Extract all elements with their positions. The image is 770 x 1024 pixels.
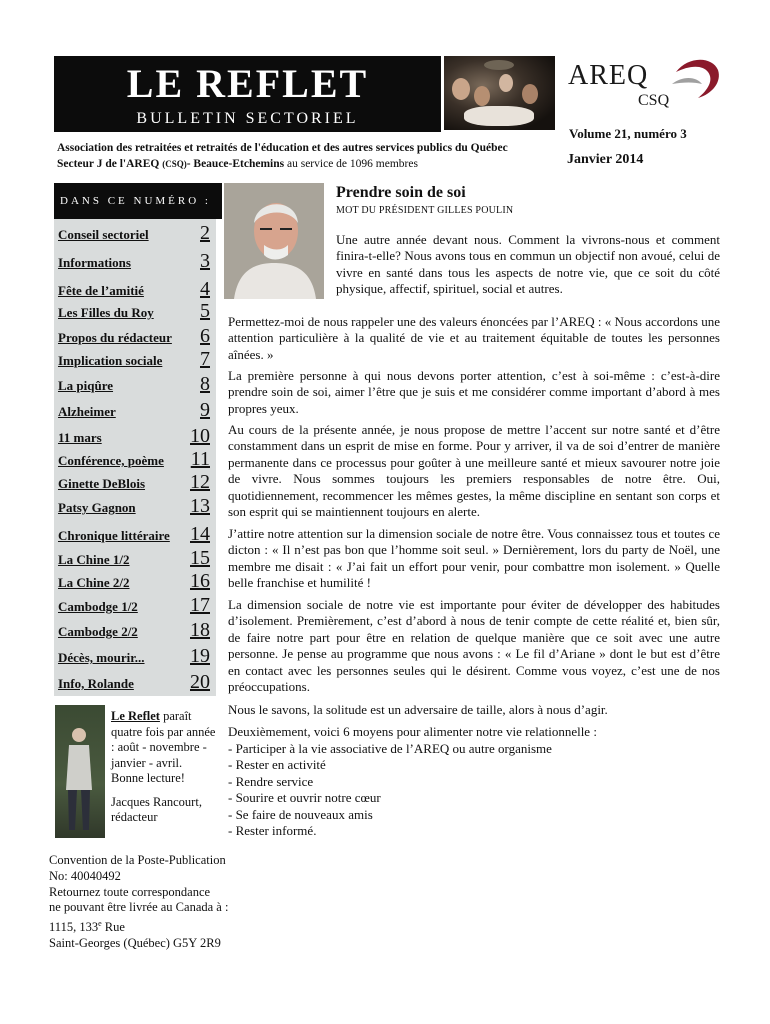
article-paragraph: La dimension sociale de notre vie est importante pour éviter de développer des habitudes d’isolement. Premièrement, c’est d’abord à nous de tenir compte de cette réalité et, bien sûr, de faire notre part pour être en relation de quelque manière que ce soit avec une autre personne. Je pense au programme que nous avons : « Le fil d’Ariane » dont le but est d’être en contact avec les personnes seules qui le désirent. Comme vous voyez, c’est une de nos préoccupations. (228, 597, 720, 695)
toc-item[interactable]: La piqûre 8 (58, 373, 210, 395)
newsletter-title: LE REFLET (126, 61, 369, 106)
association-name: Association des retraitées et retraités de l'éducation et des autres services publics du Québec (57, 142, 508, 154)
editor-photo (55, 705, 105, 838)
toc-item[interactable]: Info, Rolande 20 (58, 671, 210, 693)
banquet-photo (444, 56, 555, 130)
logo-areq-text: AREQ (568, 60, 649, 91)
toc-item[interactable]: Les Filles du Roy 5 (58, 300, 210, 322)
postal-info: Convention de la Poste-Publication No: 40040492 Retournez toute correspondance ne pouvant être livrée au Canada à : 1115, 133e Rue Saint-Georges (Québec) G5Y 2R9 (49, 853, 249, 952)
list-item: - Participer à la vie associative de l’AREQ ou autre organisme (228, 741, 552, 756)
article-paragraph: Nous le savons, la solitude est un adversaire de taille, alors à nous d’agir. (228, 702, 608, 717)
article-paragraph: La première personne à qui nous devons porter attention, c’est à soi-même : c’est-à-dire prendre soin de soi, aimer l’être que je suis et me considérer comme important d’abord à mes propres yeux. (228, 368, 720, 416)
editor-note (111, 709, 221, 826)
sector-line: Secteur J de l'AREQ (CSQ)- Beauce-Etchemins au service de 1096 membres (57, 158, 418, 170)
logo-csq-text: CSQ (638, 92, 670, 109)
article-paragraph: Deuxièmement, voici 6 moyens pour alimenter notre vie relationnelle : (228, 724, 597, 739)
toc-item[interactable]: 11 mars 10 (58, 425, 210, 447)
toc-item[interactable]: Propos du rédacteur 6 (58, 325, 210, 347)
toc-item[interactable]: Cambodge 2/2 18 (58, 619, 210, 641)
ways-list (228, 741, 720, 839)
list-item: - Rendre service (228, 773, 314, 789)
toc-header: DANS CE NUMÉRO : (54, 183, 222, 219)
toc-item[interactable]: Patsy Gagnon 13 (58, 495, 210, 517)
areq-logo (564, 52, 720, 116)
toc-item[interactable]: Chronique littéraire 14 (58, 523, 210, 545)
toc-item[interactable]: Décès, mourir... 19 (58, 645, 210, 667)
article-title: Prendre soin de soi (336, 184, 466, 201)
toc-item[interactable]: La Chine 2/2 16 (58, 570, 210, 592)
publication-frequency: Le Reflet paraît quatre fois par année : août - novembre - janvier - avril. (111, 709, 216, 770)
toc-item[interactable]: Ginette DeBlois 12 (58, 471, 210, 493)
president-photo (224, 183, 324, 299)
toc-item[interactable]: La Chine 1/2 15 (58, 547, 210, 569)
toc-item[interactable]: Alzheimer 9 (58, 399, 210, 421)
article-byline: MOT DU PRÉSIDENT GILLES POULIN (336, 205, 514, 216)
list-item: - Se faire de nouveaux amis (228, 806, 373, 822)
association-info (57, 140, 508, 172)
list-item: - Rester informé. (228, 823, 317, 839)
issue-date: Janvier 2014 (567, 152, 644, 167)
article-paragraph: Une autre année devant nous. Comment la vivrons-nous et comment finira-t-elle? Nous avons tous en commun un objectif non avoué, celui de vivre en santé dans tous les aspects de notre vie, que ce soit du côté physique, affectif, spirituel, social et autres. (336, 232, 720, 297)
good-reading: Bonne lecture! (111, 771, 185, 785)
article-paragraph: Au cours de la présente année, je nous propose de mettre l’accent sur notre santé et d’être constamment dans un esprit de mise en forme. Pour y arriver, il va de soi d’entrer de manière permanente dans ce processus pour goûter à une meilleure santé et mieux savourer notre joie de vivre. Nous sommes toujours les premiers responsables de notre être. Oui, quotidiennement, recommencer les mêmes gestes, la même discipline en sentant son corps et son esprit qui se maintiennent toujours en alerte. (228, 422, 720, 520)
toc-item[interactable]: Implication sociale 7 (58, 348, 210, 370)
issue-volume: Volume 21, numéro 3 (569, 126, 687, 141)
table-of-contents (54, 219, 216, 696)
toc-item[interactable]: Cambodge 1/2 17 (58, 594, 210, 616)
list-item: - Rester en activité (228, 757, 326, 773)
editor-signature: Jacques Rancourt, rédacteur (111, 794, 202, 824)
toc-item[interactable]: Informations 3 (58, 250, 210, 272)
toc-item[interactable]: Conférence, poème 11 (58, 448, 210, 470)
postal-address: 1115, 133e Rue (49, 919, 125, 935)
masthead (54, 56, 441, 132)
logo-swoosh-icon (668, 54, 724, 104)
article-paragraph: Permettez-moi de nous rappeler une des valeurs énoncées par l’AREQ : « Nous accordons une attention particulière à la qualité de vie et au traitement équitable de toutes les personnes aînées. » (228, 314, 720, 362)
toc-item[interactable]: Fête de l’amitié 4 (58, 278, 210, 300)
list-item: - Sourire et ouvrir notre cœur (228, 790, 381, 806)
newsletter-subtitle: BULLETIN SECTORIEL (136, 110, 359, 127)
article-paragraph: J’attire notre attention sur la dimension sociale de notre être. Vous connaissez tous et toutes ce dicton : « Il n’est pas bon que l’homme soit seul. » Dernièrement, lors du party de Noël, une membre me disait : « J’ai fait un effort pour venir, pour combattre mon isolement. » Quelle belle franchise et humilité ! (228, 526, 720, 591)
toc-item[interactable]: Conseil sectoriel 2 (58, 222, 210, 244)
